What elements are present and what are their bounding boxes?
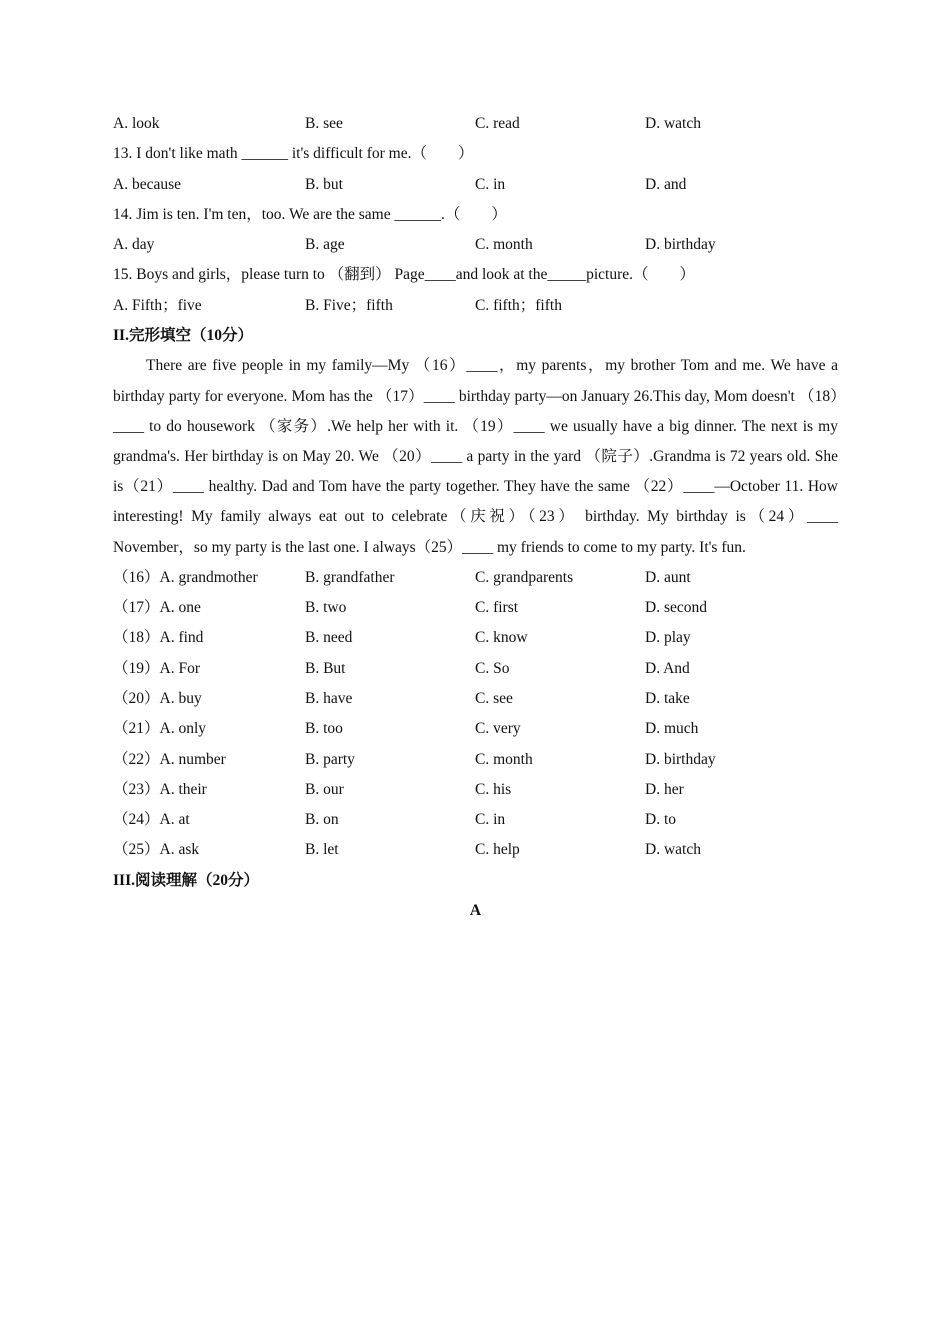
option: D. aunt (645, 568, 691, 586)
question-14 (113, 203, 838, 233)
option: （22）A. number (113, 750, 226, 768)
option: B. on (305, 811, 339, 829)
options-row-12 (113, 112, 838, 142)
option: B. have (305, 689, 353, 707)
cloze-item-23 (113, 778, 838, 808)
question-text: 13. I don't like math ______ it's difficult for me.（ ） (113, 145, 474, 163)
option: B. our (305, 780, 344, 798)
option: C. first (475, 599, 519, 617)
option: D. second (645, 599, 707, 617)
cloze-options-list (113, 566, 838, 869)
option: （23）A. their (113, 780, 207, 798)
option: D. to (645, 811, 676, 829)
option: （17）A. one (113, 599, 201, 617)
option: D. play (645, 629, 691, 647)
option: D. much (645, 720, 699, 738)
option: （25）A. ask (113, 841, 200, 859)
options-row-13 (113, 173, 838, 203)
option: A. because (113, 175, 181, 193)
option: C. month (475, 750, 533, 768)
option: B. age (305, 236, 345, 254)
question-text: 15. Boys and girls，please turn to （翻到） Page____and look at the_____picture.（ ） (113, 266, 696, 284)
option: D. take (645, 689, 690, 707)
option: C. grandparents (475, 568, 574, 586)
option: D. and (645, 175, 687, 193)
option: B. but (305, 175, 343, 193)
option: C. help (475, 841, 520, 859)
cloze-item-16 (113, 566, 838, 596)
cloze-passage: There are five people in my family—My （16）____，my parents，my brother Tom and me. We have a birthday party for everyone. Mom has the （17）____ birthday party—on January 26.This day, Mom doesn't （18）____ to do housework （家务）.We help her with it. （19）____ we usually have a big dinner. The next is my grandma's. Her birthday is on May 20. We （20）____ a party in the yard （院子）.Grandma is 72 years old. She is（21）____ healthy. Dad and Tom have the party together. They have the same （22）____—October 11. How interesting! My family always eat out to celebrate（庆祝）（23） birthday. My birthday is（24）____ November，so my party is the last one. I always（25）____ my friends to come to my party. It's fun. (113, 357, 838, 556)
option: C. month (475, 236, 533, 254)
cloze-item-17 (113, 596, 838, 626)
option: C. in (475, 175, 506, 193)
option: （21）A. only (113, 720, 207, 738)
option: C. fifth；fifth (475, 296, 562, 314)
option: （19）A. For (113, 659, 200, 677)
option: C. see (475, 689, 513, 707)
section-heading-cloze: II.完形填空（10分） (113, 327, 253, 345)
option: D. watch (645, 841, 701, 859)
option: A. Fifth；five (113, 296, 202, 314)
option: （20）A. buy (113, 689, 202, 707)
option: B. But (305, 659, 346, 677)
cloze-item-20 (113, 687, 838, 717)
passage-label: A (469, 902, 482, 920)
question-13 (113, 142, 838, 172)
question-15 (113, 263, 838, 293)
option: B. party (305, 750, 355, 768)
cloze-item-18 (113, 626, 838, 656)
option: D. And (645, 659, 690, 677)
option: B. grandfather (305, 568, 395, 586)
option: （18）A. find (113, 629, 204, 647)
option: C. So (475, 659, 510, 677)
option: D. watch (645, 115, 701, 132)
option: D. her (645, 780, 684, 798)
option: B. let (305, 841, 339, 859)
option: C. his (475, 780, 512, 798)
option: B. Five；fifth (305, 296, 393, 314)
option: B. see (305, 115, 343, 132)
cloze-item-19 (113, 657, 838, 687)
option: B. too (305, 720, 343, 738)
option: D. birthday (645, 750, 716, 768)
option: C. know (475, 629, 528, 647)
exam-page (113, 112, 838, 929)
cloze-item-21 (113, 717, 838, 747)
question-text: 14. Jim is ten. I'm ten，too. We are the same ______.（ ） (113, 205, 507, 223)
options-row-15 (113, 294, 838, 324)
option: A. look (113, 115, 160, 132)
cloze-item-25 (113, 838, 838, 868)
option: B. need (305, 629, 353, 647)
option: A. day (113, 236, 155, 254)
option: （24）A. at (113, 811, 190, 829)
section-heading-reading: III.阅读理解（20分） (113, 871, 259, 889)
cloze-item-22 (113, 748, 838, 778)
option: B. two (305, 599, 347, 617)
option: C. in (475, 811, 506, 829)
option: C. very (475, 720, 521, 738)
option: （16）A. grandmother (113, 568, 258, 586)
cloze-item-24 (113, 808, 838, 838)
option: D. birthday (645, 236, 716, 254)
option: C. read (475, 115, 520, 132)
options-row-14 (113, 233, 838, 263)
